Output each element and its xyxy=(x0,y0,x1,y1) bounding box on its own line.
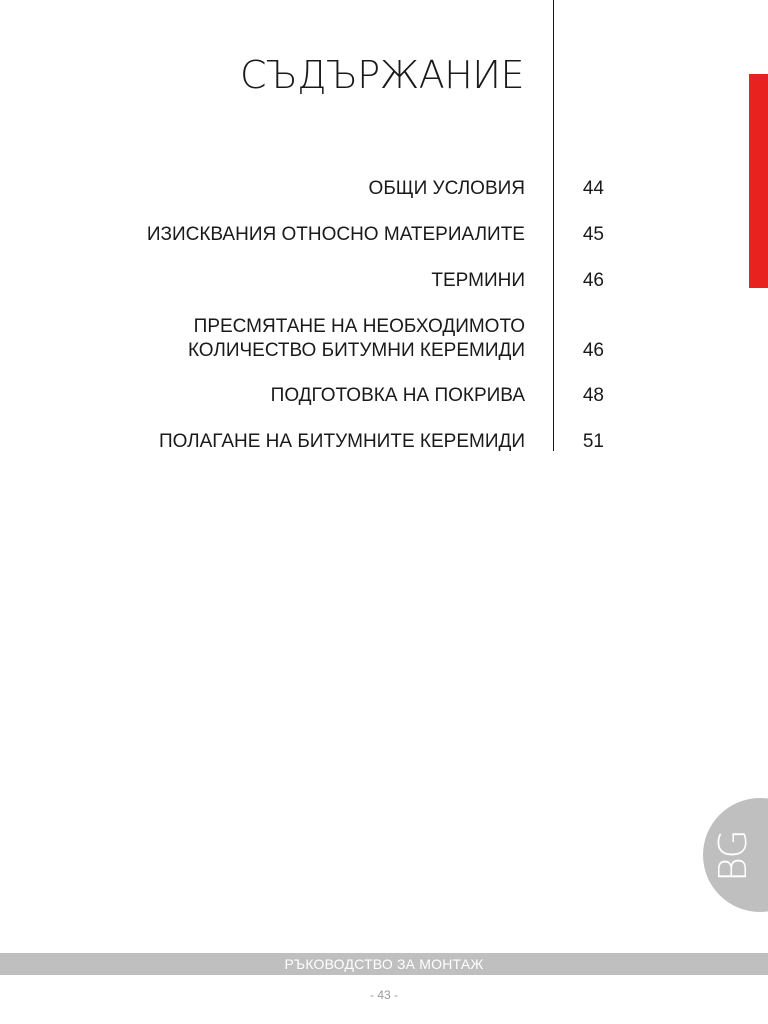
toc-entry-label: ПРЕСМЯТАНЕ НА НЕОБХОДИМОТО КОЛИЧЕСТВО БИТУМНИ КЕРЕМИДИ xyxy=(187,316,525,361)
section-accent-bar xyxy=(749,74,768,288)
toc-entry-page: 44 xyxy=(582,178,604,199)
toc-entry-label: ОБЩИ УСЛОВИЯ xyxy=(368,178,525,199)
footer-bar xyxy=(0,953,768,975)
page-title: СЪДЪРЖАНИЕ xyxy=(240,53,524,97)
vertical-divider xyxy=(553,0,554,451)
language-tab-label: BG xyxy=(711,830,755,882)
toc-entry-label: ИЗИСКВАНИЯ ОТНОСНО МАТЕРИАЛИТЕ xyxy=(146,224,525,245)
toc-entry-page: 46 xyxy=(582,270,604,291)
footer-manual-title: РЪКОВОДСТВО ЗА МОНТАЖ xyxy=(284,956,484,972)
toc-entry-page: 46 xyxy=(582,340,604,361)
page-number: - 43 - xyxy=(369,988,398,1002)
toc-entry-label: ПОЛАГАНЕ НА БИТУМНИТЕ КЕРЕМИДИ xyxy=(158,431,525,452)
toc-entry-label: ТЕРМИНИ xyxy=(431,270,525,291)
toc-entry-label: ПОДГОТОВКА НА ПОКРИВА xyxy=(270,385,525,406)
toc-entry-page: 51 xyxy=(582,431,604,452)
toc-entry-page: 45 xyxy=(582,224,604,245)
toc-entry-page: 48 xyxy=(582,385,604,406)
